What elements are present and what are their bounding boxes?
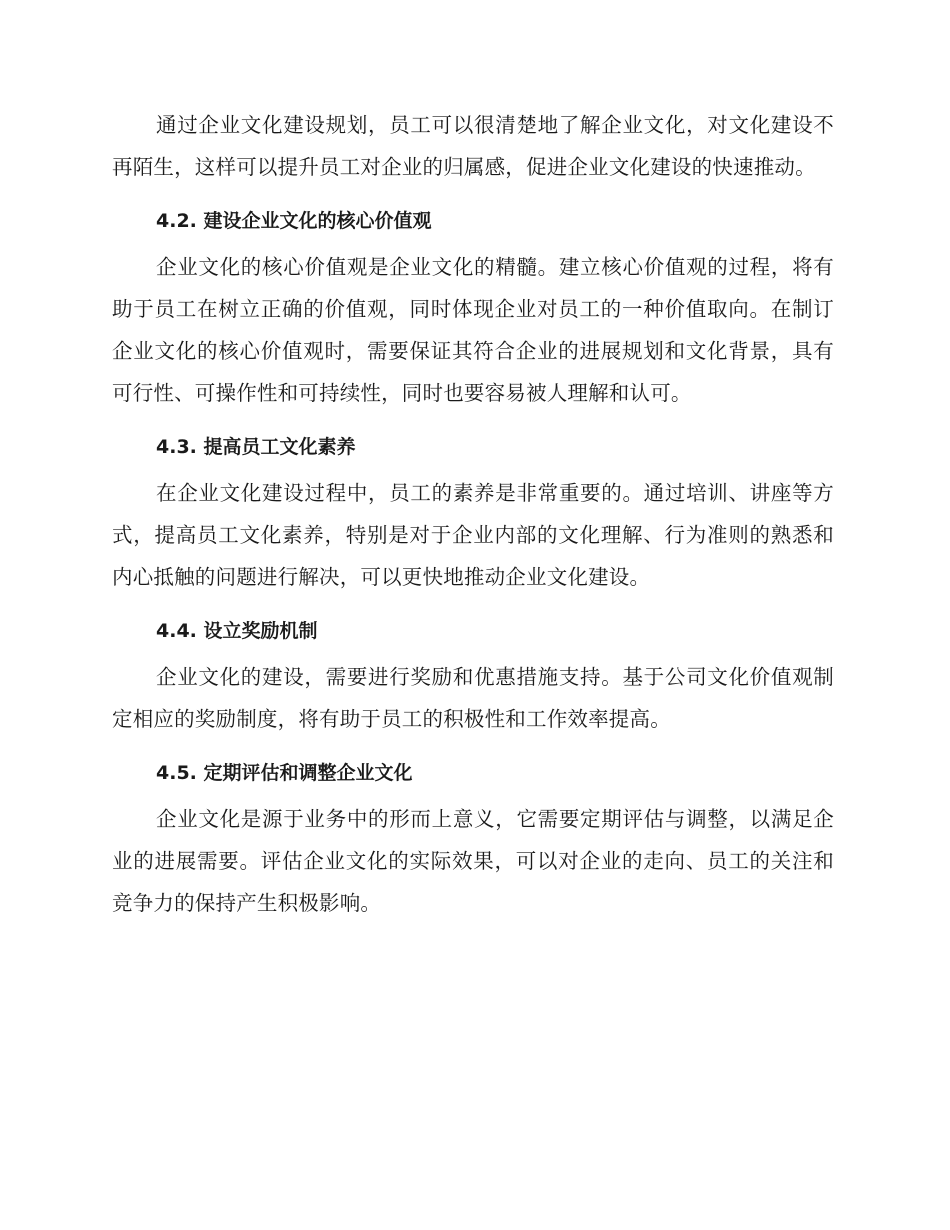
section-body-4-4: 企业文化的建设，需要进行奖励和优惠措施支持。基于公司文化价值观制定相应的奖励制度，将有助于员工的积极性和工作效率提高。 (112, 665, 834, 731)
section-heading-4-4: 4.4. 设立奖励机制 (156, 620, 318, 642)
document-page (112, 104, 834, 924)
section-heading-4-3: 4.3. 提高员工文化素养 (156, 436, 356, 458)
section-body-4-2: 企业文化的核心价值观是企业文化的精髓。建立核心价值观的过程，将有助于员工在树立正确的价值观，同时体现企业对员工的一种价值取向。在制订企业文化的核心价值观时，需要保证其符合企业的进展规划和文化背景，具有可行性、可操作性和可持续性，同时也要容易被人理解和认可。 (112, 255, 834, 405)
intro-paragraph: 通过企业文化建设规划，员工可以很清楚地了解企业文化，对文化建设不再陌生，这样可以提升员工对企业的归属感，促进企业文化建设的快速推动。 (112, 113, 834, 179)
section-heading-4-2: 4.2. 建设企业文化的核心价值观 (156, 210, 432, 232)
section-body-4-5: 企业文化是源于业务中的形而上意义，它需要定期评估与调整，以满足企业的进展需要。评估企业文化的实际效果，可以对企业的走向、员工的关注和竞争力的保持产生积极影响。 (112, 807, 834, 915)
section-heading-4-5: 4.5. 定期评估和调整企业文化 (156, 762, 413, 784)
section-body-4-3: 在企业文化建设过程中，员工的素养是非常重要的。通过培训、讲座等方式，提高员工文化素养，特别是对于企业内部的文化理解、行为准则的熟悉和内心抵触的问题进行解决，可以更快地推动企业文化建设。 (112, 481, 834, 589)
